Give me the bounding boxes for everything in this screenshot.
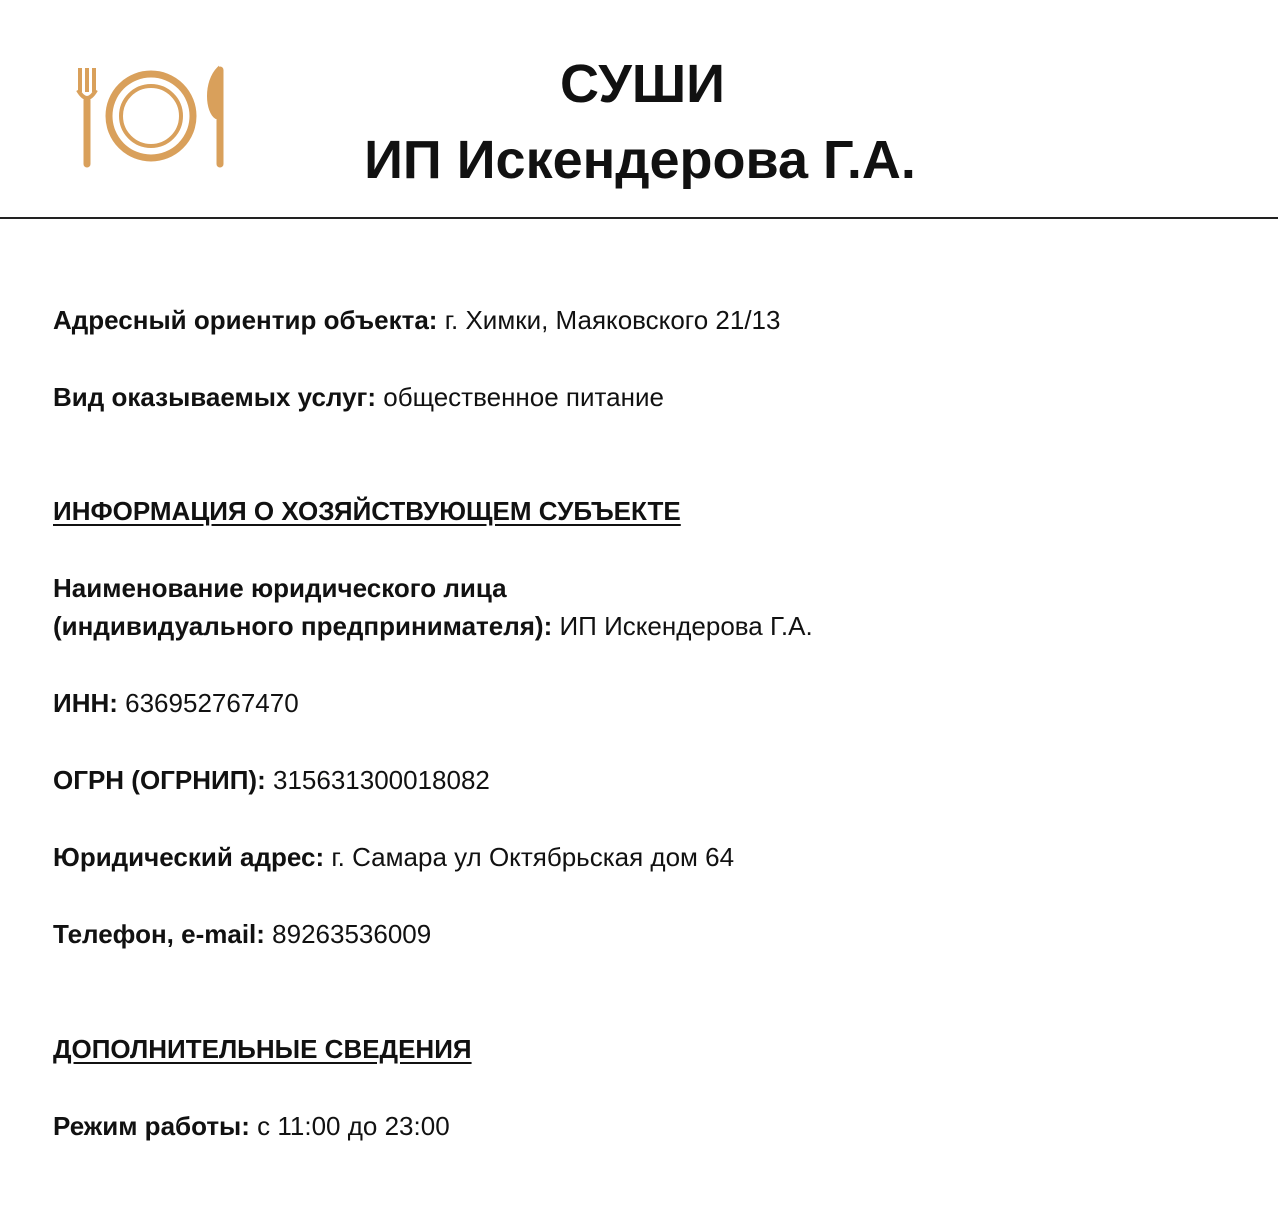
services-label: Вид оказываемых услуг: [53,382,377,412]
ogrn-row [53,761,490,799]
contact-label: Телефон, e-mail: [53,919,265,949]
entity-name-label-line1: Наименование юридического лица [53,573,507,603]
inn-value: 636952767470 [125,688,299,718]
title-line-2: ИП Искендерова Г.А. [364,130,916,190]
title-line-1: СУШИ [560,54,725,114]
entity-section-heading: ИНФОРМАЦИЯ О ХОЗЯЙСТВУЮЩЕМ СУБЪЕКТЕ [53,496,681,526]
address-row [53,301,780,339]
hours-row [53,1107,450,1145]
ogrn-value: 315631300018082 [272,765,490,795]
address-label: Адресный ориентир объекта: [53,305,438,335]
entity-name-row [53,569,813,645]
legal-address-label: Юридический адрес: [53,842,325,872]
ogrn-label: ОГРН (ОГРНИП): [53,765,266,795]
inn-label: ИНН: [53,688,118,718]
contact-row [53,915,431,953]
legal-address-value: г. Самара ул Октябрьская дом 64 [331,842,735,872]
legal-address-row [53,838,734,876]
entity-name-label-line2: (индивидуального предпринимателя): [53,611,553,641]
document-header [0,0,1280,218]
hours-value: с 11:00 до 23:00 [257,1111,450,1141]
hours-label: Режим работы: [53,1111,250,1141]
address-value: г. Химки, Маяковского 21/13 [444,305,781,335]
contact-value: 89263536009 [272,919,432,949]
inn-row [53,684,299,722]
extra-section-heading: ДОПОЛНИТЕЛЬНЫЕ СВЕДЕНИЯ [53,1034,472,1064]
document-title [0,46,1280,198]
services-row [53,378,664,416]
entity-name-value: ИП Искендерова Г.А. [559,611,813,641]
header-divider [0,217,1278,219]
services-value: общественное питание [383,382,664,412]
